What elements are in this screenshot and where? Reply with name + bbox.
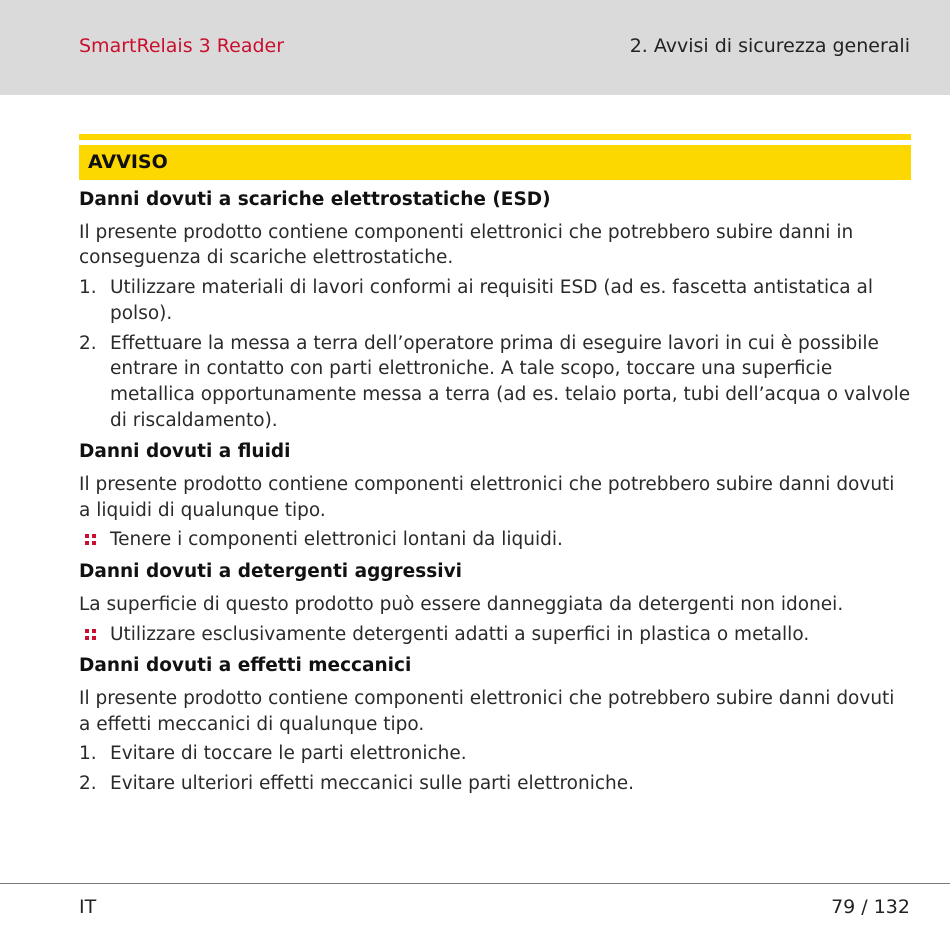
list-number: 2. [79, 773, 97, 795]
bullet-list [79, 622, 911, 648]
section-text: Il presente prodotto contiene componenti elettronici che potrebbero subire danni in conseguenza di scariche elettrostatiche. [79, 221, 854, 269]
list-item-text: Tenere i componenti elettronici lontani da liquidi. [110, 529, 563, 551]
footer-divider [0, 883, 950, 884]
list-number: 2. [79, 332, 97, 354]
notice-banner [79, 145, 911, 180]
section-text: Il presente prodotto contiene componenti elettronici che potrebbero subire danni dovuti a liquidi di qualunque tipo. [79, 474, 895, 521]
section-detergents [79, 559, 911, 647]
list-item-text: Evitare di toccare le parti elettroniche. [110, 743, 467, 765]
language-code: IT [79, 896, 97, 918]
list-item [79, 622, 911, 648]
list-item-text: Effettuare la messa a terra dell’operatore prima di eseguire lavori in cui è possibile entrare in contatto con parti elettroniche. A tale scopo, toccare una superficie metallica opportunamente messa a terra (ad es. telaio porta, tubi dell’acqua o valvole di riscaldamento). [110, 332, 911, 431]
section-text: La superficie di questo prodotto può essere danneggiata da detergenti non idonei. [79, 593, 844, 615]
section-mechanical [79, 653, 911, 797]
section-title: Danni dovuti a detergenti aggressivi [79, 561, 462, 583]
list-number: 1. [79, 277, 97, 299]
section-fluids [79, 439, 911, 553]
section-text: Il presente prodotto contiene componenti elettronici che potrebbero subire danni dovuti a effetti meccanici di qualunque tipo. [79, 687, 895, 735]
section-title: Danni dovuti a scariche elettrostatiche (ESD) [79, 189, 551, 210]
page-number: 79 / 132 [831, 896, 910, 918]
page-header [0, 0, 950, 95]
list-item [79, 331, 911, 434]
numbered-list [79, 741, 911, 796]
section-title: Danni dovuti a effetti meccanici [79, 655, 412, 677]
list-item [79, 771, 911, 797]
bullet-icon [85, 629, 96, 640]
list-item [79, 527, 911, 553]
notice-content [79, 187, 911, 803]
list-item-text: Utilizzare materiali di lavori conformi ai requisiti ESD (ad es. fascetta antistatica al polso). [110, 277, 873, 324]
list-item [79, 741, 911, 767]
numbered-list [79, 275, 911, 433]
section-esd [79, 187, 911, 433]
notice-label: AVVISO [88, 151, 168, 173]
list-item-text: Utilizzare esclusivamente detergenti adatti a superfici in plastica o metallo. [110, 623, 810, 645]
list-item-text: Evitare ulteriori effetti meccanici sulle parti elettroniche. [110, 773, 635, 795]
product-title: SmartRelais 3 Reader [79, 35, 285, 57]
notice-top-rule [79, 134, 911, 140]
section-title: Danni dovuti a fluidi [79, 441, 291, 463]
bullet-list [79, 527, 911, 553]
bullet-icon [85, 534, 96, 545]
list-item [79, 275, 911, 326]
chapter-title: 2. Avvisi di sicurezza generali [629, 35, 910, 57]
list-number: 1. [79, 743, 97, 765]
